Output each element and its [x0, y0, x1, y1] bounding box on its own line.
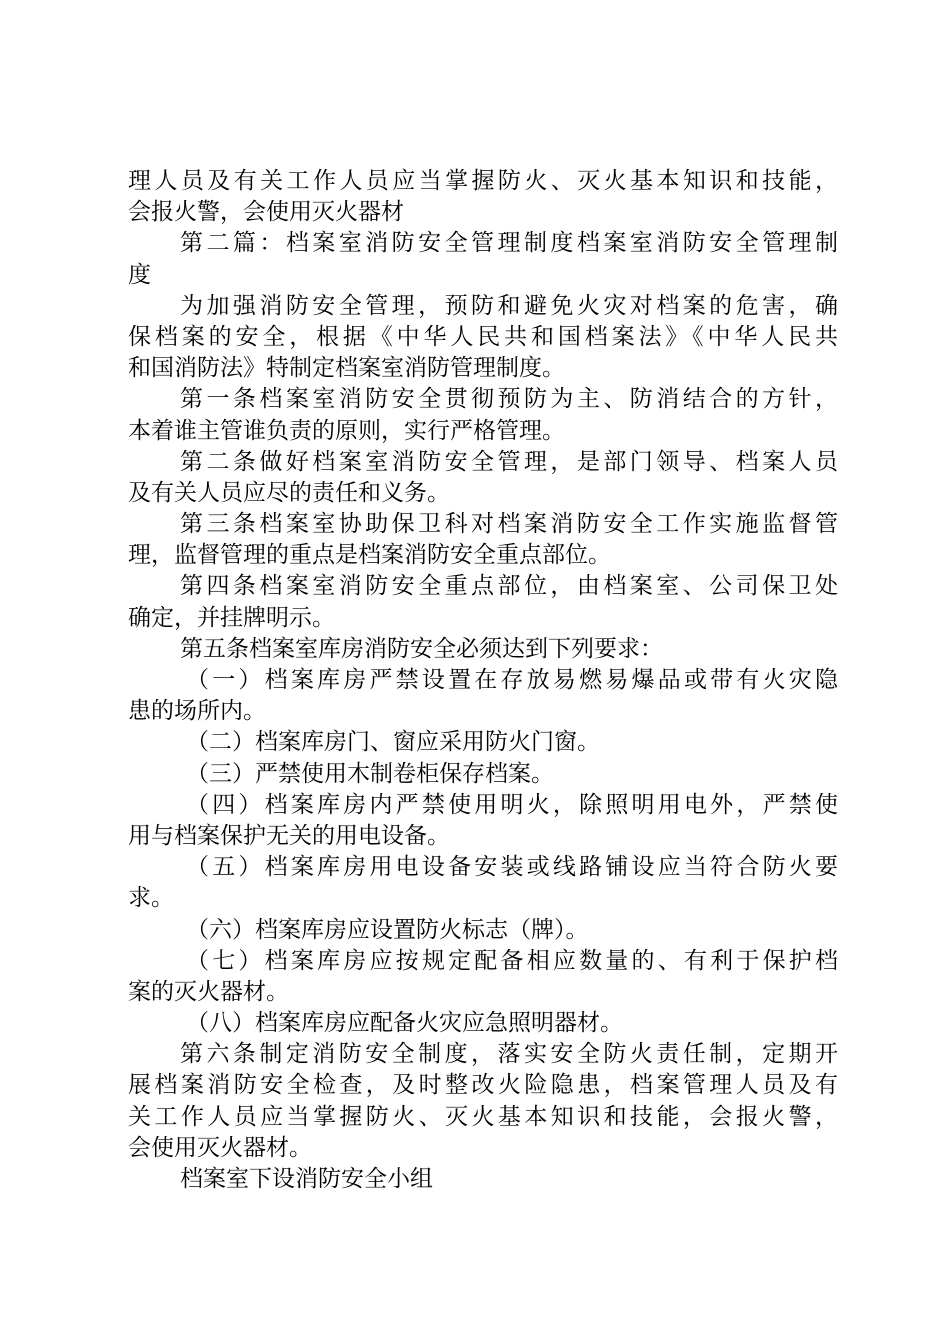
text-line: 第四条档案室消防安全重点部位，由档案室、公司保卫处 [180, 573, 838, 600]
text-line: 理，监督管理的重点是档案消防安全重点部位。 [128, 542, 611, 569]
text-line: 本着谁主管谁负责的原则，实行严格管理。 [128, 417, 565, 444]
text-line: （四）档案库房内严禁使用明火，除照明用电外，严禁使 [186, 791, 838, 818]
document-body [128, 166, 838, 1195]
text-line: （六）档案库房应设置防火标志（牌）。 [186, 916, 589, 943]
text-line: 会使用灭火器材。 [128, 1134, 312, 1161]
text-line: 会报火警，会使用灭火器材 [128, 199, 404, 226]
text-line: 用与档案保护无关的用电设备。 [128, 822, 450, 849]
text-line: 第一条档案室消防安全贯彻预防为主、防消结合的方针， [180, 386, 838, 413]
text-line: （三）严禁使用木制卷柜保存档案。 [186, 760, 554, 787]
text-line: （八）档案库房应配备火灾应急照明器材。 [186, 1010, 623, 1037]
text-line: 及有关人员应尽的责任和义务。 [128, 479, 450, 506]
text-line: 确定，并挂牌明示。 [128, 604, 335, 631]
text-line: 第五条档案室库房消防安全必须达到下列要求： [180, 635, 663, 662]
text-line: 度 [128, 261, 151, 288]
text-line: 第三条档案室协助保卫科对档案消防安全工作实施监督管 [180, 511, 838, 538]
text-line: 关工作人员应当掌握防火、灭火基本知识和技能，会报火警， [128, 1103, 838, 1130]
text-line: 求。 [128, 885, 174, 912]
text-line: 展档案消防安全检查，及时整改火险隐患，档案管理人员及有 [128, 1072, 838, 1099]
text-line: 第二篇：档案室消防安全管理制度档案室消防安全管理制 [180, 230, 838, 257]
text-line: 档案室下设消防安全小组 [180, 1166, 433, 1192]
text-line: 和国消防法》特制定档案室消防管理制度。 [128, 355, 565, 382]
text-line: （七）档案库房应按规定配备相应数量的、有利于保护档 [186, 947, 838, 974]
text-line: （二）档案库房门、窗应采用防火门窗。 [186, 729, 600, 756]
text-line: （五）档案库房用电设备安装或线路铺设应当符合防火要 [186, 854, 838, 881]
text-line: 患的场所内。 [128, 698, 266, 725]
text-line: 第二条做好档案室消防安全管理，是部门领导、档案人员 [180, 448, 838, 475]
text-line: 为加强消防安全管理，预防和避免火灾对档案的危害，确 [180, 292, 838, 319]
text-line: 案的灭火器材。 [128, 978, 289, 1005]
text-line: 理人员及有关工作人员应当掌握防火、灭火基本知识和技能， [128, 168, 838, 194]
text-line: （一）档案库房严禁设置在存放易燃易爆品或带有火灾隐 [186, 667, 838, 693]
text-line: 保档案的安全，根据《中华人民共和国档案法》《中华人民共 [128, 323, 838, 350]
text-line: 第六条制定消防安全制度，落实安全防火责任制，定期开 [180, 1041, 838, 1068]
